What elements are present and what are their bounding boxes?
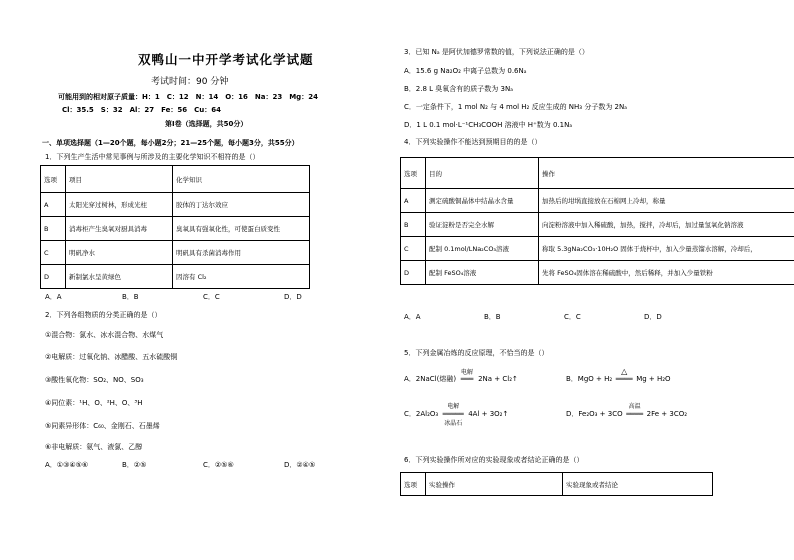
q5-c-condition-bottom: 冰晶石 — [444, 420, 463, 427]
q2-option-a: A．①③④⑤⑥ — [45, 461, 89, 469]
table-cell: 配制 FeSO₄溶液 — [426, 261, 539, 285]
part1-heading: 第Ⅰ卷（选择题，共50分） — [165, 120, 248, 128]
table-header-row — [401, 473, 713, 496]
q5-option-d — [566, 403, 688, 419]
q2-item: ④同位素：¹H、O、²H、O、³H — [45, 399, 143, 407]
q3-option-c: C．一定条件下，1 mol N₂ 与 4 mol H₂ 反应生成的 NH₃ 分子数为 2Nₐ — [404, 103, 627, 111]
table-cell: 加热后的坩埚直接放在石棉网上冷却，称量 — [539, 189, 794, 213]
table-cell: 目的 — [426, 158, 539, 189]
table-cell: C — [401, 237, 426, 261]
q5-option-b — [566, 367, 671, 384]
q5-a-arrow: 电解 ═══ — [457, 375, 477, 384]
table-cell: A — [401, 189, 426, 213]
table-row — [401, 213, 794, 237]
table-row — [401, 189, 794, 213]
table-cell: 因溶有 Cl₂ — [173, 265, 310, 289]
table-cell: 向淀粉溶液中加入稀硫酸，加热，搅拌，冷却后，加过量氢氧化钠溶液 — [539, 213, 794, 237]
q1-option-d: D．D — [284, 293, 302, 301]
q3-stem: 3．已知 Nₐ 是阿伏加德罗常数的值，下列说法正确的是（） — [404, 48, 589, 56]
q2-option-b: B．②⑤ — [122, 461, 147, 469]
q5-b-condition: △ — [621, 367, 628, 376]
table-cell: C — [41, 241, 66, 265]
table-cell: 太阳光穿过树林，形成光柱 — [66, 193, 173, 217]
table-header-row — [41, 166, 310, 193]
q4-option-a: A．A — [404, 313, 421, 321]
q5-stem: 5．下列金属冶炼的反应原理，不恰当的是（） — [404, 349, 549, 357]
q2-option-c: C．②⑤⑥ — [203, 461, 234, 469]
table-cell: 胶体的丁达尔效应 — [173, 193, 310, 217]
table-header-row — [401, 158, 794, 189]
table-row — [41, 193, 310, 217]
table-row — [41, 265, 310, 289]
table-row — [41, 241, 310, 265]
table-cell: 验证淀粉是否完全水解 — [426, 213, 539, 237]
table-cell: D — [41, 265, 66, 289]
q2-item: ③酸性氧化物：SO₂、NO、SO₃ — [45, 376, 144, 384]
q4-stem: 4．下列实验操作不能达到预期目的的是（） — [404, 138, 542, 146]
exam-time: 考试时间：90 分钟 — [151, 77, 229, 87]
q3-option-a: A．15.6 g Na₂O₂ 中离子总数为 0.6Nₐ — [404, 67, 527, 75]
q4-option-c: C．C — [564, 313, 581, 321]
q5-option-c — [404, 403, 509, 427]
q5-c-reactant: C．2Al₂O₃ — [404, 410, 439, 418]
table-cell: A — [41, 193, 66, 217]
table-cell: 实验操作 — [426, 473, 563, 496]
table-cell: 选项 — [401, 158, 426, 189]
q5-a-product: 2Na + Cl₂↑ — [478, 375, 518, 383]
table-cell: 化学知识 — [173, 166, 310, 193]
q2-item: ①混合物：氯水、冰水混合物、水煤气 — [45, 331, 164, 339]
exam-title: 双鸭山一中开学考试化学试题 — [138, 52, 314, 67]
q5-d-product: 2Fe + 3CO₂ — [646, 410, 688, 418]
table-cell: 臭氧具有强氧化性，可使蛋白质变性 — [173, 217, 310, 241]
q1-table — [40, 165, 310, 289]
q4-table — [400, 157, 794, 285]
q3-option-d: D．1 L 0.1 mol·L⁻¹CH₃COOH 溶液中 H⁺数为 0.1Nₐ — [404, 121, 573, 129]
section1-heading: 一、单项选择题（1—20个题，每小题2分；21—25个题，每小题3分，共55分） — [42, 139, 299, 147]
q5-b-product: Mg + H₂O — [636, 375, 671, 383]
q5-a-condition: 电解 — [461, 369, 474, 376]
table-cell: 明矾具有杀菌消毒作用 — [173, 241, 310, 265]
q2-item: ⑥非电解质：氨气、液氯、乙醇 — [45, 443, 143, 451]
q1-option-b: B．B — [122, 293, 139, 301]
q2-stem: 2．下列各组物质的分类正确的是（） — [45, 311, 162, 319]
q6-table — [400, 472, 713, 496]
table-row — [401, 237, 794, 261]
q4-option-b: B．B — [484, 313, 501, 321]
table-cell: 称取 5.3gNa₂CO₃·10H₂O 固体于烧杯中，加入少量蒸馏水溶解，冷却后， — [539, 237, 794, 261]
table-cell: 选项 — [401, 473, 426, 496]
table-cell: 实验现象或者结论 — [563, 473, 713, 496]
q5-d-arrow: 高温 ════ — [624, 410, 646, 419]
q2-item: ②电解质：过氧化钠、冰醋酸、五水硫酸铜 — [45, 353, 178, 361]
q1-option-c: C．C — [203, 293, 220, 301]
table-cell: 测定硫酸铜晶体中结晶水含量 — [426, 189, 539, 213]
table-cell: 操作 — [539, 158, 794, 189]
table-cell: 选项 — [41, 166, 66, 193]
table-cell: 配制 0.1mol/LNa₂CO₃溶液 — [426, 237, 539, 261]
table-cell: 先将 FeSO₄固体溶在稀硫酸中，然后稀释，并加入少量铁粉 — [539, 261, 794, 285]
q5-c-arrow: 电解 ═════ 冰晶石 — [439, 410, 467, 419]
q1-stem: 1．下列生产生活中常见事例与所涉及的主要化学知识不相符的是（） — [45, 153, 260, 161]
table-cell: D — [401, 261, 426, 285]
table-cell: 项目 — [66, 166, 173, 193]
table-cell: 明矾净水 — [66, 241, 173, 265]
table-cell: B — [401, 213, 426, 237]
q5-b-reactant: B．MgO + H₂ — [566, 375, 613, 383]
atomic-mass-line1: 可能用到的相对原子质量：H：1 C：12 N：14 O：16 Na：23 Mg：24 — [58, 93, 318, 101]
q5-c-condition-top: 电解 — [447, 403, 460, 410]
q2-item: ⑤同素异形体：C₆₀、金刚石、石墨烯 — [45, 422, 160, 430]
q5-c-product: 4Al + 3O₂↑ — [468, 410, 509, 418]
table-cell: B — [41, 217, 66, 241]
q2-option-d: D．②④⑤ — [284, 461, 316, 469]
q5-d-condition: 高温 — [628, 403, 641, 410]
q3-option-b: B．2.8 L 臭氧含有的质子数为 3Nₐ — [404, 85, 513, 93]
table-cell: 新制氯水呈黄绿色 — [66, 265, 173, 289]
q5-option-a — [404, 369, 518, 384]
table-row — [401, 261, 794, 285]
q5-d-reactant: D．Fe₂O₃ + 3CO — [566, 410, 623, 418]
q6-stem: 6．下列实验操作所对应的实验现象或者结论正确的是（） — [404, 456, 584, 464]
table-cell: 消毒柜产生臭氧对厨具消毒 — [66, 217, 173, 241]
q1-option-a: A．A — [45, 293, 62, 301]
q5-a-reactant: A．2NaCl(熔融) — [404, 375, 457, 383]
q4-option-d: D．D — [644, 313, 662, 321]
table-row — [41, 217, 310, 241]
atomic-mass-line2: Cl：35.5 S：32 Al：27 Fe：56 Cu：64 — [62, 106, 221, 114]
q5-b-arrow: △ ════ — [613, 375, 635, 384]
